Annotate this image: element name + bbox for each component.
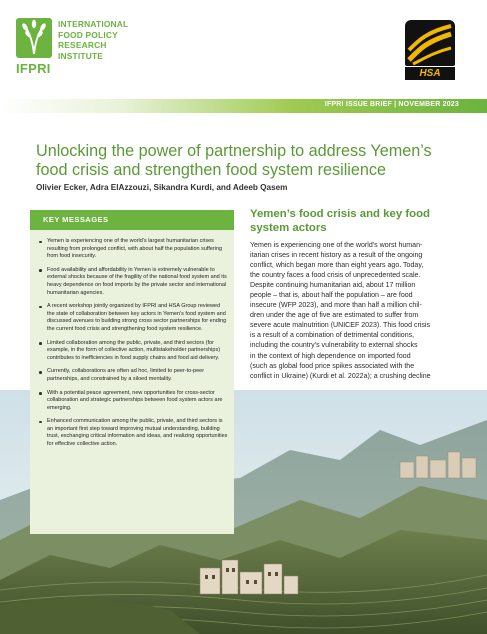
hsa-emblem-icon xyxy=(405,20,455,66)
authors: Olivier Ecker, Adra ElAzzouzi, Sikandra Kurdi, and Adeeb Qasem xyxy=(36,183,288,192)
key-message-item: Currently, collaborations are often ad hoc, limited to peer-to-peer partnerships, and constrained by a siloed mentality. xyxy=(38,368,228,383)
body-line: itarian crises in recent history as a result of the ongoing xyxy=(250,252,423,260)
key-messages-list xyxy=(38,238,228,455)
org-name-line: INSTITUTE xyxy=(58,50,104,61)
org-abbreviation: IFPRI xyxy=(16,61,51,76)
body-line: Yemen is experiencing one of the world’s worst human- xyxy=(250,242,423,249)
body-line: conflict in Ukraine) (Kurdi et al. 2022a); a crushing decline xyxy=(250,372,431,380)
hsa-logo xyxy=(405,20,455,82)
body-line: Despite continuing humanitarian aid, about 17 million xyxy=(250,282,416,290)
org-name-line: RESEARCH xyxy=(58,40,107,50)
ifpri-logo xyxy=(16,18,176,80)
key-messages-panel xyxy=(30,210,234,534)
section-heading: Yemen’s food crisis and key food system actors xyxy=(250,208,430,234)
body-line: insecure (WFP 2023), and more than half a million chil- xyxy=(250,302,422,310)
body-line: conflict, which began more than eight years ago. Today, xyxy=(250,262,424,270)
header xyxy=(0,0,487,100)
org-name xyxy=(58,19,158,61)
body-line: (such as global food price spikes associated with the xyxy=(250,362,415,370)
issue-strip xyxy=(0,99,487,113)
issue-label: IFPRI ISSUE BRIEF | NOVEMBER 2023 xyxy=(324,101,459,108)
key-message-item: Food availability and affordability in Yemen is extremely vulnerable to external shocks because of the fragility of the national food system and its heavy dependence on food imports by the private sector and international humanitarian agencies. xyxy=(38,267,228,297)
key-messages-heading: KEY MESSAGES xyxy=(43,215,109,224)
key-message-item: Yemen is experiencing one of the world’s largest humanitarian crises resulting from prolonged conflict, with about half the population suffering from food insecurity. xyxy=(38,238,228,261)
body-line: severe acute malnutrition (UNICEF 2023). This food crisis xyxy=(250,322,431,330)
org-name-line: INTERNATIONAL xyxy=(58,19,129,29)
org-name-line: FOOD POLICY xyxy=(58,29,118,40)
document-title: Unlocking the power of partnership to address Yemen’s food crisis and strengthen food system resilience xyxy=(36,142,432,179)
key-message-item: With a potential peace agreement, new opportunities for cross-sector collaboration and strategic partnerships between food system actors are emerging. xyxy=(38,390,228,413)
body-line: including the country’s vulnerability to external shocks xyxy=(250,342,418,350)
body-line: people – that is, about half the population – are food xyxy=(250,292,413,300)
body-line: dren under the age of five are estimated to suffer from xyxy=(250,312,419,320)
key-message-item: Enhanced communication among the public, private, and third sectors is an important first step toward improving mutual understanding, building trust, exchanging critical information and ideas, and realizing opportunities for effective collective action. xyxy=(38,418,228,448)
wheat-icon xyxy=(16,18,52,58)
key-messages-header xyxy=(30,210,234,230)
body-line: the country faces a food crisis of unprecedented scale. xyxy=(250,272,421,280)
key-message-item: A recent workshop jointly organized by IFPRI and HSA Group reviewed the state of collaboration between key actors in Yemen’s food system and discussed avenues to building strong cross sector partnerships for ending the current food crisis and strengthening food system resilience. xyxy=(38,303,228,333)
hsa-wordmark: HSA xyxy=(405,67,455,80)
body-line: is a result of a combination of detrimental conditions, xyxy=(250,332,415,340)
section-body xyxy=(250,241,462,382)
key-message-item: Limited collaboration among the public, private, and third sectors (for example, in the form of collective action, multistakeholder partnerships) contributes to inefficiencies in food supply chains and food aid delivery. xyxy=(38,340,228,363)
body-line: in the context of high dependence on imported food xyxy=(250,352,411,360)
